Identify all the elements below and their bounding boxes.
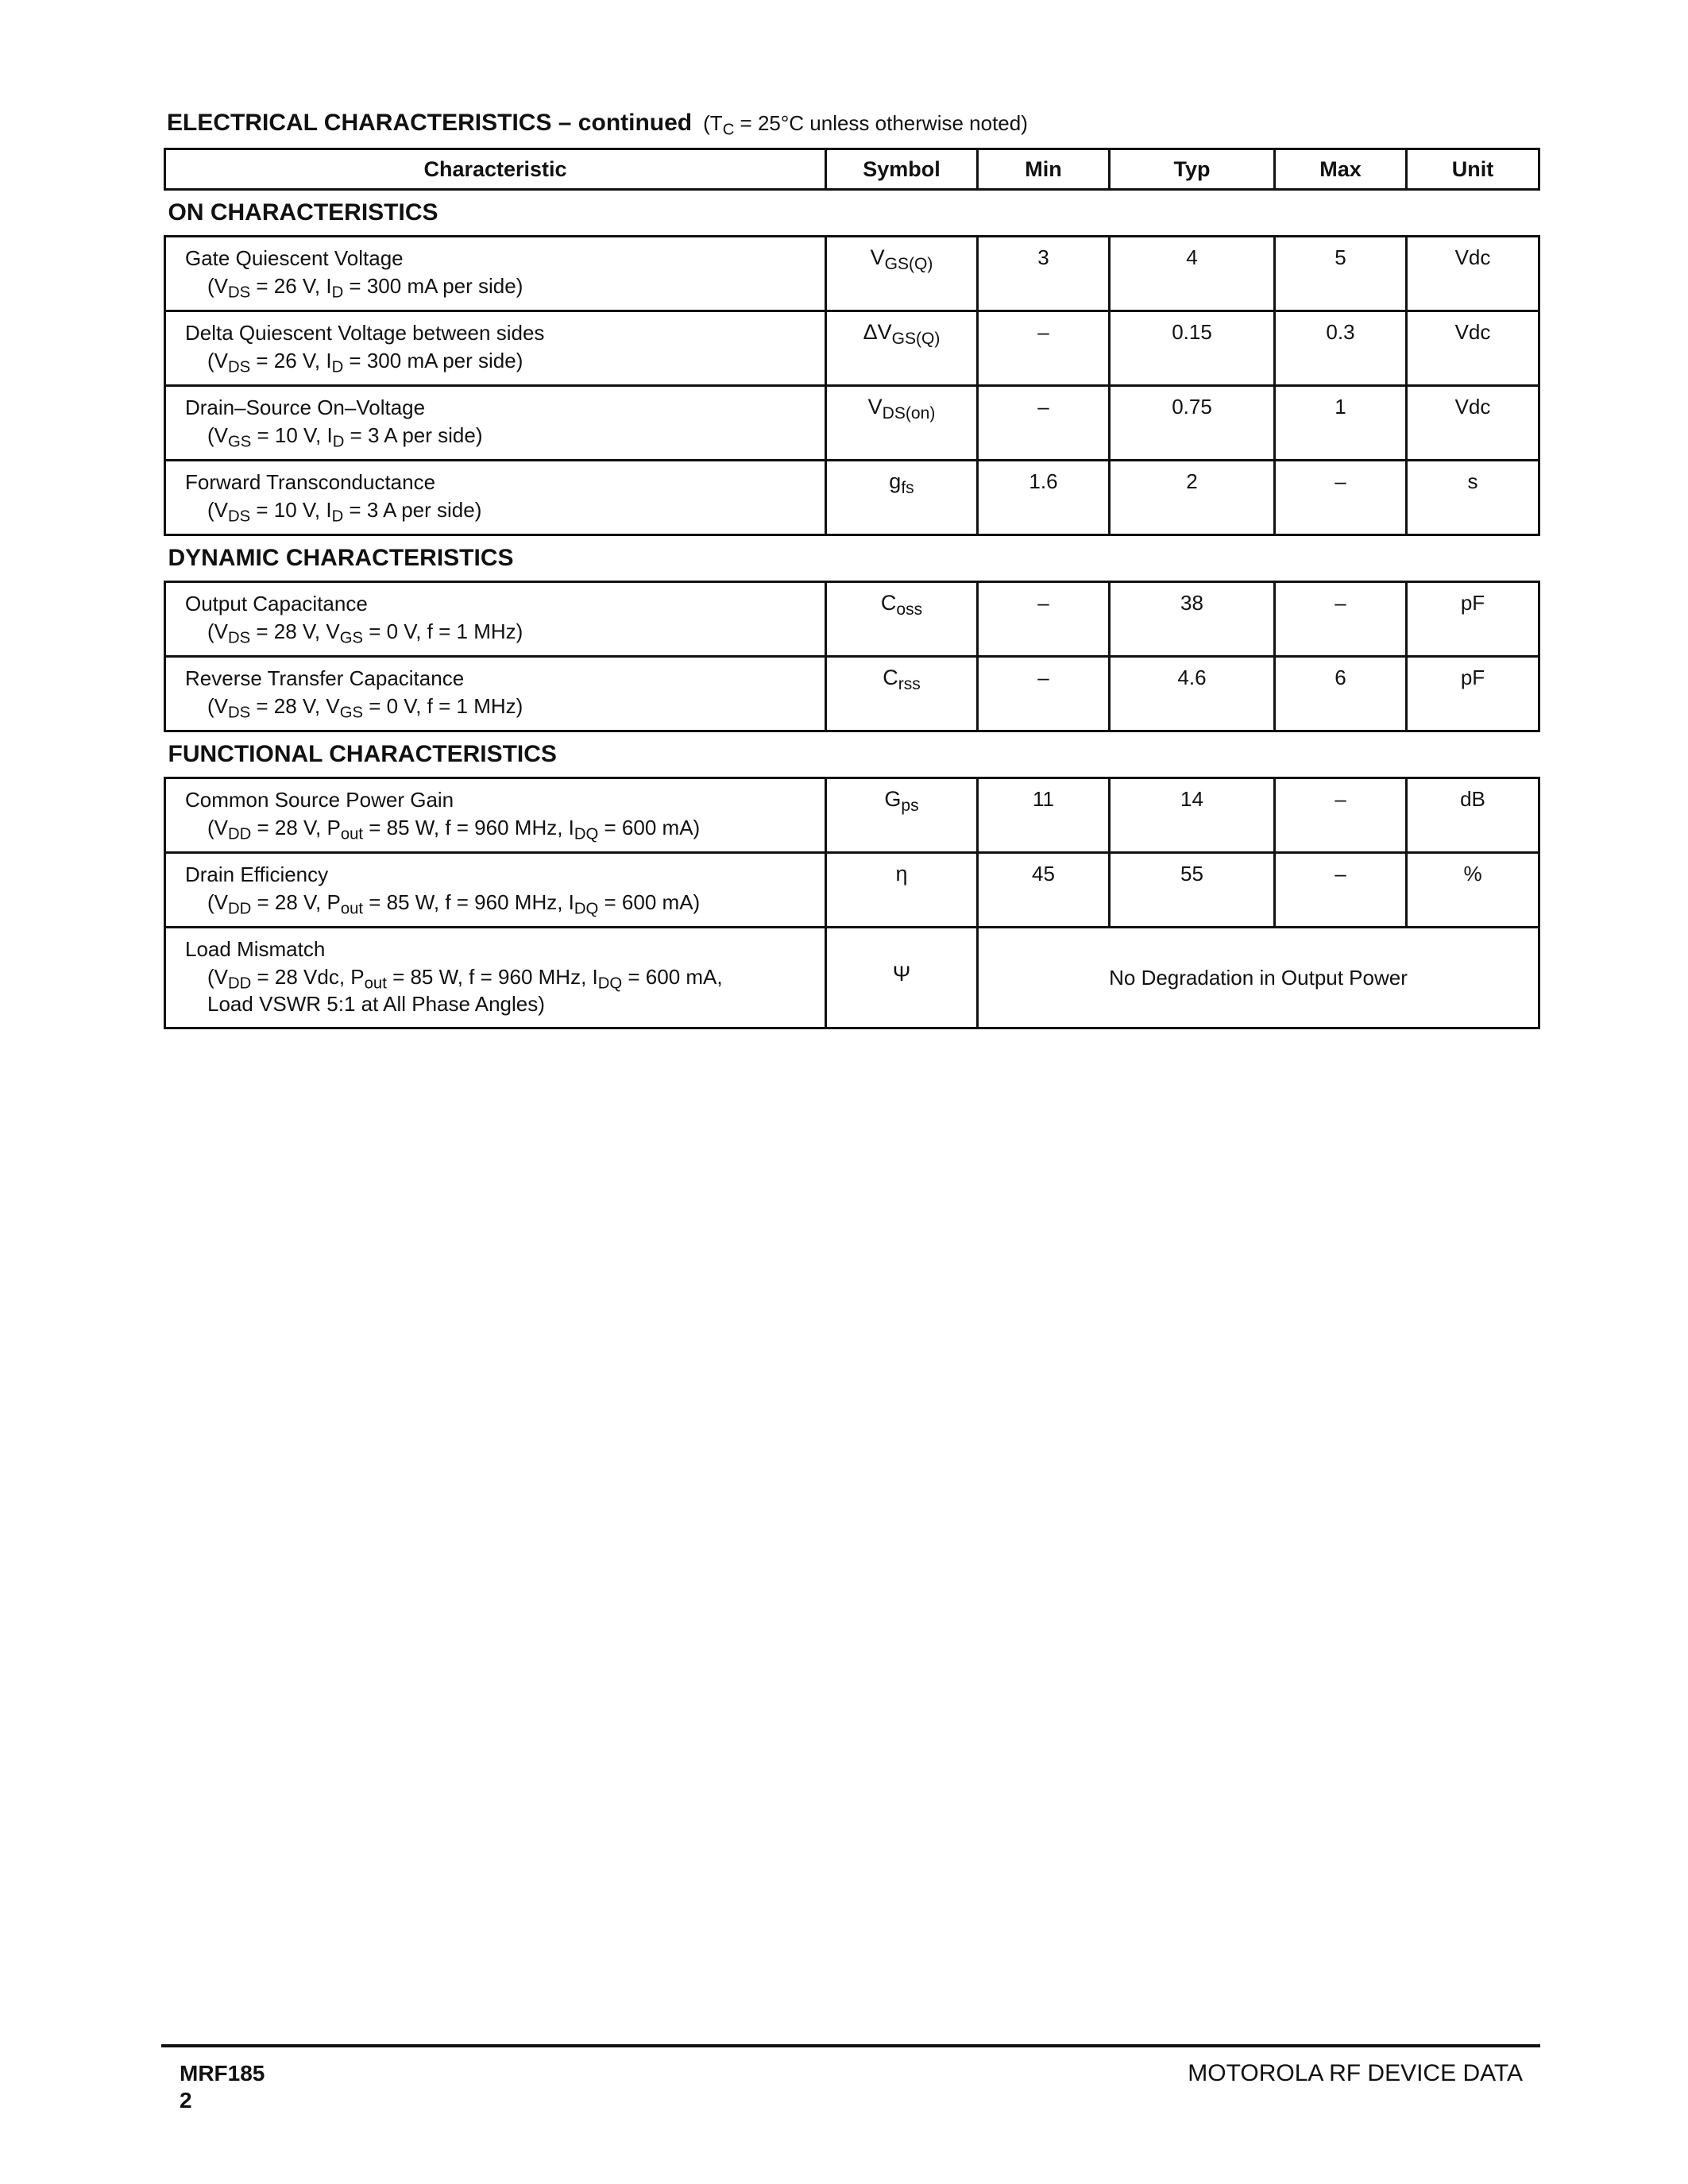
- min-cell: –: [978, 657, 1110, 731]
- characteristic-cell: Common Source Power Gain ($V_{DD} = 28$ V, $P_{out} = 85$ W, f = 960 MHz, $I_{DQ} = 600$ mA): [165, 778, 826, 853]
- table-row: [165, 461, 1539, 535]
- symbol-cell: $C_{rss}$: [826, 657, 978, 731]
- typ-cell: 55: [1110, 853, 1275, 928]
- typ-cell: 2: [1110, 461, 1275, 535]
- col-unit: Unit: [1407, 149, 1539, 190]
- page-number: 2: [180, 2088, 192, 2113]
- typ-cell: 4: [1110, 237, 1275, 311]
- characteristic-cell: Delta Quiescent Voltage between sides ($V_{DS} = 26$ V, $I_D = 300$ mA per side): [165, 311, 826, 386]
- unit-cell: dB: [1407, 778, 1539, 853]
- table-row: [165, 657, 1539, 731]
- typ-cell: 14: [1110, 778, 1275, 853]
- max-cell: 6: [1275, 657, 1407, 731]
- max-cell: 5: [1275, 237, 1407, 311]
- table-row: [165, 853, 1539, 928]
- col-min: Min: [978, 149, 1110, 190]
- header-row: [165, 149, 1539, 190]
- unit-cell: %: [1407, 853, 1539, 928]
- unit-cell: Vdc: [1407, 311, 1539, 386]
- characteristic-cell: Forward Transconductance ($V_{DS} = 10$ V, $I_D = 3$ A per side): [165, 461, 826, 535]
- merged-result-cell: No Degradation in Output Power: [978, 928, 1539, 1028]
- max-cell: –: [1275, 778, 1407, 853]
- characteristic-cell: Gate Quiescent Voltage ($V_{DS} = 26$ V, $I_D = 300$ mA per side): [165, 237, 826, 311]
- electrical-characteristics-table: [164, 148, 1540, 1029]
- table-row: [165, 928, 1539, 1028]
- max-cell: –: [1275, 582, 1407, 657]
- typ-cell: 4.6: [1110, 657, 1275, 731]
- unit-cell: s: [1407, 461, 1539, 535]
- unit-cell: pF: [1407, 582, 1539, 657]
- section-header: DYNAMIC CHARACTERISTICS: [168, 545, 514, 571]
- symbol-cell: $V_{GS(Q)}$: [826, 237, 978, 311]
- section-header: ON CHARACTERISTICS: [168, 199, 438, 226]
- table-row: [165, 778, 1539, 853]
- characteristic-cell: Drain–Source On–Voltage ($V_{GS} = 10$ V, $I_D = 3$ A per side): [165, 386, 826, 461]
- col-characteristic: Characteristic: [165, 149, 826, 190]
- title-text: ELECTRICAL CHARACTERISTICS – continued: [167, 110, 693, 136]
- min-cell: 3: [978, 237, 1110, 311]
- section-header: FUNCTIONAL CHARACTERISTICS: [168, 741, 557, 767]
- footer-left: [180, 2060, 265, 2114]
- unit-cell: Vdc: [1407, 386, 1539, 461]
- footer-rule: [161, 2044, 1540, 2047]
- table-row: [165, 237, 1539, 311]
- characteristic-cell: Load Mismatch ($V_{DD} = 28$ Vdc, $P_{out} = 85$ W, f = 960 MHz, $I_{DQ} = 600$ mA, Load VSWR 5:1 at All Phase Angles): [165, 928, 826, 1028]
- symbol-cell: $V_{DS(on)}$: [826, 386, 978, 461]
- max-cell: –: [1275, 853, 1407, 928]
- publisher-label: MOTOROLA RF DEVICE DATA: [1188, 2060, 1523, 2086]
- unit-cell: Vdc: [1407, 237, 1539, 311]
- page-title: [167, 110, 1028, 137]
- symbol-cell: $\Delta V_{GS(Q)}$: [826, 311, 978, 386]
- characteristic-cell: Reverse Transfer Capacitance ($V_{DS} = 28$ V, $V_{GS} = 0$ V, f = 1 MHz): [165, 657, 826, 731]
- table-row: [165, 386, 1539, 461]
- min-cell: –: [978, 582, 1110, 657]
- characteristic-cell: Output Capacitance ($V_{DS} = 28$ V, $V_{GS} = 0$ V, f = 1 MHz): [165, 582, 826, 657]
- col-typ: Typ: [1110, 149, 1275, 190]
- symbol-cell: $C_{oss}$: [826, 582, 978, 657]
- symbol-cell: Ψ: [826, 928, 978, 1028]
- characteristic-cell: Drain Efficiency ($V_{DD} = 28$ V, $P_{out} = 85$ W, f = 960 MHz, $I_{DQ} = 600$ mA): [165, 853, 826, 928]
- test-condition: ($T_C = 25^\circ C$ unless otherwise noted): [703, 111, 1028, 139]
- symbol-cell: η: [826, 853, 978, 928]
- min-cell: –: [978, 311, 1110, 386]
- min-cell: –: [978, 386, 1110, 461]
- part-number: MRF185: [180, 2061, 265, 2086]
- max-cell: –: [1275, 461, 1407, 535]
- max-cell: 0.3: [1275, 311, 1407, 386]
- col-max: Max: [1275, 149, 1407, 190]
- unit-cell: pF: [1407, 657, 1539, 731]
- typ-cell: 0.75: [1110, 386, 1275, 461]
- min-cell: 11: [978, 778, 1110, 853]
- min-cell: 45: [978, 853, 1110, 928]
- max-cell: 1: [1275, 386, 1407, 461]
- table-row: [165, 311, 1539, 386]
- symbol-cell: $G_{ps}$: [826, 778, 978, 853]
- min-cell: 1.6: [978, 461, 1110, 535]
- col-symbol: Symbol: [826, 149, 978, 190]
- typ-cell: 38: [1110, 582, 1275, 657]
- symbol-cell: $g_{fs}$: [826, 461, 978, 535]
- typ-cell: 0.15: [1110, 311, 1275, 386]
- table-row: [165, 582, 1539, 657]
